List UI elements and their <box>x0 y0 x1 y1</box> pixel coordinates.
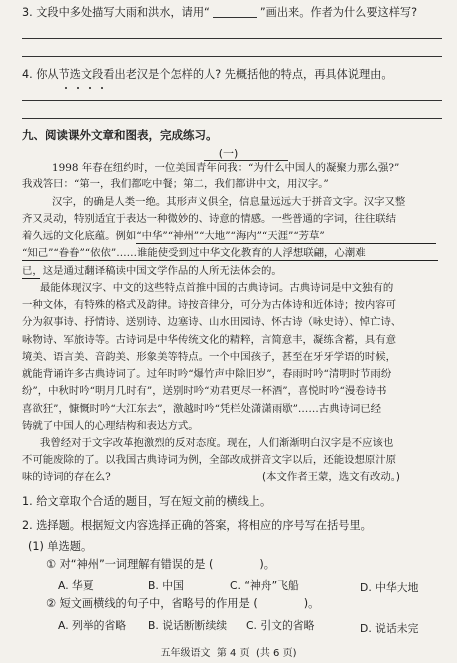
passage-line: 喜欲狂”，慷慨时吟“大江东去”，激越时吟“凭栏处潇潇雨歇”……古典诗词已经 <box>22 403 382 415</box>
passage-line: 齐又灵动，特别适宜于表达一种微妙的、诗意的情感。一些普通的字词，往往联结 <box>22 213 397 225</box>
item-2-stem-text: ② 短文画横线的句子中，省略号的作用是 ( <box>46 597 258 610</box>
question-4: 4. 你从节选文段看出老汉是个怎样的人? 先概括他的特点，再具体说理由。 <box>22 68 393 81</box>
passage-line: 一种文体，有特殊的格式及韵律。诗按音律分，可分为古体诗和近体诗；按内容可 <box>22 299 397 311</box>
page-footer <box>0 644 457 659</box>
item-1-option-a[interactable]: A. 华夏 <box>58 579 94 592</box>
answer-line[interactable] <box>22 118 442 119</box>
passage-line: 最能体现汉字、中文的这些特点首推中国的古典诗词。古典诗词是中文独有的 <box>40 282 394 294</box>
underline-mark <box>136 243 436 244</box>
item-1-option-c[interactable]: C. “神舟”飞船 <box>230 579 299 592</box>
question-2-1: (1) 单选题。 <box>28 540 93 553</box>
passage-line: 不可能废除的了。以我国古典诗词为例，全部改成拼音文字以后，还能设想原汁原 <box>22 454 397 466</box>
answer-line[interactable] <box>22 38 442 39</box>
source-note: (本文作者王蒙，选文有改动。) <box>262 471 400 483</box>
question-3-text-before: 3. 文段中多处描写大雨和洪水，请用“ <box>22 6 210 19</box>
item-1-stem <box>46 558 275 572</box>
item-2-option-b[interactable]: B. 说话断断续续 <box>148 619 228 632</box>
item-2-option-c[interactable]: C. 引文的省略 <box>246 619 315 632</box>
item-1-option-d[interactable]: D. 中华大地 <box>360 581 419 594</box>
passage-line: 纷”，中秋时吟“明月几时有”，送别时吟“劝君更尽一杯酒”，喜悦时吟“漫卷诗书 <box>22 385 387 397</box>
item-1-option-b[interactable]: B. 中国 <box>148 579 184 592</box>
question-2: 2. 选择题。根据短文内容选择正确的答案，将相应的序号写在括号里。 <box>22 519 372 532</box>
passage-number-label: (一) <box>218 147 239 160</box>
passage-line: 就能背诵许多古典诗词了。过年时吟“爆竹声中除旧岁”，春雨时吟“清明时节雨纷 <box>22 368 392 380</box>
passage-line: 1998 年春在纽约时，一位美国青年问我：“为什么中国人的凝聚力那么强?” <box>52 162 400 174</box>
item-2-option-a[interactable]: A. 列举的省略 <box>58 619 127 632</box>
underline-mark <box>22 260 438 261</box>
item-2-stem <box>46 597 319 611</box>
passage-line: “知己”“眷眷”“依依”……谁能使受到过中华文化教育的人浮想联翩，心潮难 <box>22 247 366 259</box>
item-1-stem-text: ① 对“神州”一词理解有错误的是 ( <box>46 558 214 571</box>
passage-number <box>0 145 457 161</box>
question-3 <box>22 6 417 20</box>
answer-line[interactable] <box>22 56 442 57</box>
question-3-text-after: ”画出来。作者为什么要这样写? <box>259 6 418 19</box>
passage-line: 我戏答曰：“第一，我们都吃中餐；第二，我们都讲中文，用汉字。” <box>22 178 329 190</box>
page-footer-text: 五年级语文 第 4 页 (共 6 页) <box>160 648 297 659</box>
item-2-option-d[interactable]: D. 说话未完 <box>360 622 419 635</box>
passage-line: 咏物诗、军旅诗等。古诗词是中华传统文化的精粹，言简意丰，凝练含蓄，具有意 <box>22 334 397 346</box>
underline-mark <box>22 278 40 279</box>
passage-line: 着久远的文化底蕴。例如“中华”“神州”“大地”“海内”“天涯”“芳草” <box>22 230 325 242</box>
section-title: 九、阅读课外文章和图表，完成练习。 <box>22 128 218 142</box>
passage-line: 味的诗词的存在么? <box>22 471 111 483</box>
item-2-stem-close: )。 <box>303 597 320 610</box>
passage-line: 境美、语言美、音韵美、形象美等特点。一个中国孩子，甚至在牙牙学语的时候， <box>22 351 397 363</box>
passage-line: 铸就了中国人的心理结构和表达方式。 <box>22 420 199 432</box>
passage-line: 已，这是通过翻译稿读中国文学作品的人所无法体会的。 <box>22 265 282 277</box>
answer-mark-blank[interactable] <box>213 17 257 18</box>
question-1: 1. 给文章取个合适的题目，写在短文前的横线上。 <box>22 495 272 508</box>
answer-line[interactable] <box>22 100 442 101</box>
passage-line: 分为叙事诗、抒情诗、送别诗、边塞诗、山水田园诗、怀古诗（咏史诗）、悼亡诗、 <box>22 316 402 328</box>
item-1-stem-close: )。 <box>259 558 275 571</box>
passage-line: 汉字，的确是人类一绝。其形声义俱全，信息量远远大于拼音文字。汉字又整 <box>52 196 406 208</box>
passage-line: 我曾经对于文字改革抱激烈的反对态度。现在，人们渐渐明白汉字是不应该也 <box>40 437 394 449</box>
